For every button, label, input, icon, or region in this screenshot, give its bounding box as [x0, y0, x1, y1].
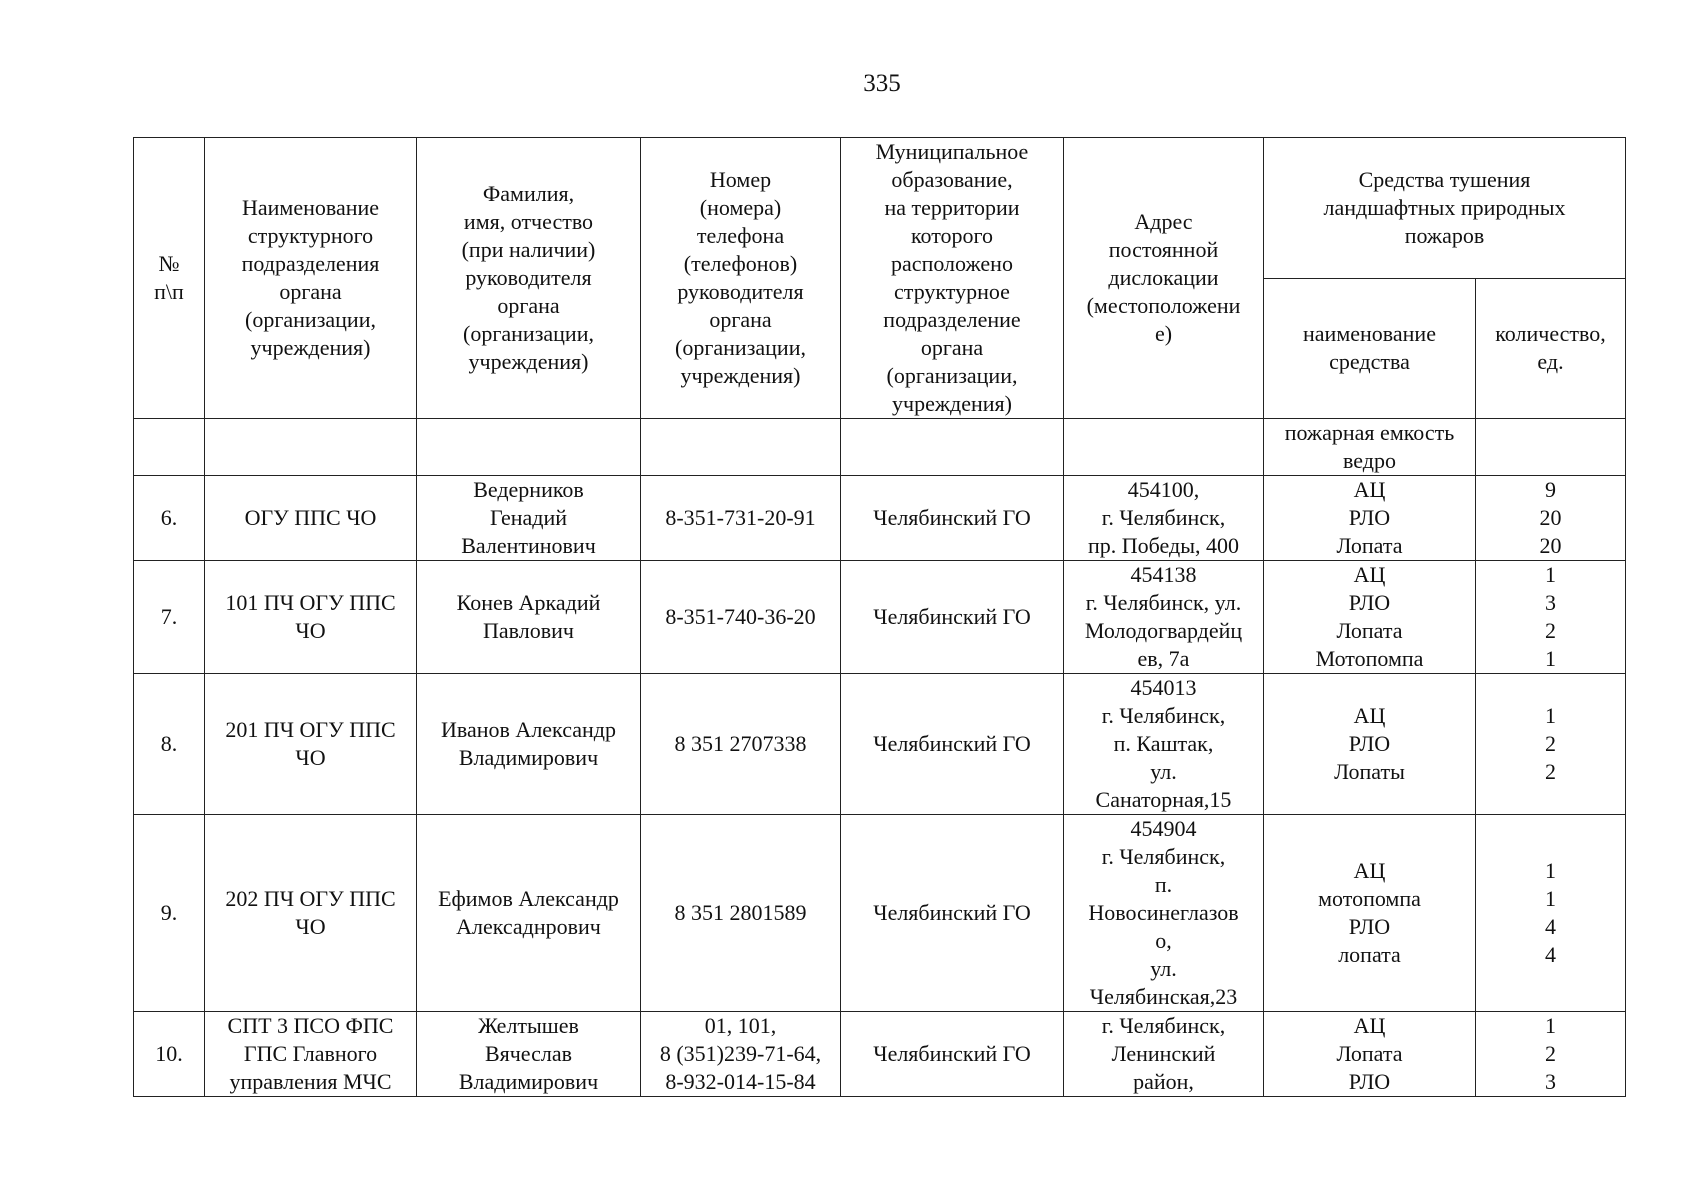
cell-address — [1064, 476, 1264, 561]
qty-line: 1 — [1545, 646, 1556, 671]
header-head: Фамилия, имя, отчество (при наличии) руководителя органа (организации, учреждения) — [417, 138, 641, 419]
address-line: 454138 — [1130, 562, 1197, 587]
cell-head — [417, 561, 641, 674]
qty-line: 2 — [1545, 618, 1556, 643]
address-line: Молодогвардейц — [1084, 618, 1243, 643]
unit-line: ЧО — [295, 618, 326, 643]
address-line: 454013 — [1130, 675, 1197, 700]
qty-line: 1 — [1545, 858, 1556, 883]
qty-line: 1 — [1545, 703, 1556, 728]
qty-line: 2 — [1545, 731, 1556, 756]
cell-municipality — [841, 419, 1064, 476]
head-line: Конев Аркадий — [456, 590, 601, 615]
cell-num: 10. — [134, 1012, 205, 1097]
address-line: 454100, — [1127, 477, 1200, 502]
cell-address — [1064, 674, 1264, 815]
phone-line: 8 (351)239-71-64, — [659, 1041, 822, 1066]
phone-line: 8-351-731-20-91 — [665, 505, 816, 530]
phone-line: 8-351-740-36-20 — [665, 604, 816, 629]
cell-address — [1064, 561, 1264, 674]
head-line: Вячеслав — [484, 1041, 573, 1066]
unit-line: 201 ПЧ ОГУ ППС — [225, 717, 396, 742]
header-phone: Номер (номера) телефона (телефонов) руководителя органа (организации, учреждения) — [641, 138, 841, 419]
means-line: РЛО — [1348, 590, 1391, 615]
cell-num: 9. — [134, 815, 205, 1012]
cell-municipality — [841, 674, 1064, 815]
head-line: Павлович — [483, 618, 574, 643]
cell-municipality — [841, 561, 1064, 674]
phone-line: 8 351 2801589 — [674, 900, 807, 925]
header-address: Адрес постоянной дислокации (местоположени е) — [1064, 138, 1264, 419]
qty-line: 3 — [1545, 1069, 1556, 1094]
head-line: Владимирович — [458, 745, 599, 770]
cell-means — [1264, 815, 1476, 1012]
phone-line: 01, 101, — [704, 1013, 777, 1038]
means-line: Лопата — [1336, 533, 1403, 558]
unit-line: ОГУ ППС ЧО — [244, 505, 377, 530]
cell-head — [417, 815, 641, 1012]
means-line: АЦ — [1353, 858, 1386, 883]
means-line: АЦ — [1353, 1013, 1386, 1038]
cell-num — [134, 419, 205, 476]
cell-qty — [1476, 1012, 1626, 1097]
qty-line: 20 — [1539, 533, 1562, 558]
address-line: Челябинская,23 — [1089, 984, 1238, 1009]
means-line: мотопомпа — [1318, 886, 1421, 911]
means-line: Лопата — [1336, 618, 1403, 643]
means-line: пожарная емкость — [1284, 420, 1455, 445]
address-line: г. Челябинск, — [1101, 505, 1226, 530]
means-line: РЛО — [1348, 505, 1391, 530]
header-row-top — [134, 138, 1626, 279]
cell-means — [1264, 674, 1476, 815]
cell-qty — [1476, 815, 1626, 1012]
qty-line: 9 — [1545, 477, 1556, 502]
means-line: АЦ — [1353, 562, 1386, 587]
address-line: п. Каштак, — [1113, 731, 1214, 756]
cell-head — [417, 674, 641, 815]
table-row-continuation — [134, 419, 1626, 476]
cell-means — [1264, 419, 1476, 476]
head-line: Ведерников — [473, 477, 584, 502]
unit-line: ГПС Главного — [243, 1041, 378, 1066]
cell-unit — [205, 815, 417, 1012]
head-line: Алексаднрович — [456, 914, 601, 939]
cell-unit — [205, 561, 417, 674]
address-line: район, — [1133, 1069, 1194, 1094]
head-line: Генадий — [489, 505, 568, 530]
table-row — [134, 815, 1626, 1012]
cell-municipality — [841, 1012, 1064, 1097]
cell-means — [1264, 476, 1476, 561]
unit-line: ЧО — [295, 745, 326, 770]
cell-num: 6. — [134, 476, 205, 561]
means-line: АЦ — [1353, 477, 1386, 502]
table-row — [134, 674, 1626, 815]
address-line: ул. — [1150, 759, 1177, 784]
cell-qty — [1476, 419, 1626, 476]
head-line: Иванов Александр — [441, 717, 616, 742]
cell-unit — [205, 419, 417, 476]
means-line: лопата — [1338, 942, 1401, 967]
header-means-name: наименование средства — [1264, 278, 1476, 419]
qty-line: 2 — [1545, 759, 1556, 784]
table-row — [134, 561, 1626, 674]
cell-head — [417, 419, 641, 476]
means-line: ведро — [1343, 448, 1396, 473]
address-line: г. Челябинск, — [1101, 703, 1226, 728]
header-num: № п\п — [134, 138, 205, 419]
cell-unit — [205, 674, 417, 815]
unit-line: ЧО — [295, 914, 326, 939]
cell-num: 8. — [134, 674, 205, 815]
table-row — [134, 476, 1626, 561]
address-line: г. Челябинск, ул. — [1085, 590, 1242, 615]
cell-address — [1064, 815, 1264, 1012]
qty-line: 1 — [1545, 562, 1556, 587]
header-unit: Наименование структурного подразделения органа (организации, учреждения) — [205, 138, 417, 419]
means-line: Лопаты — [1334, 759, 1405, 784]
unit-line: 202 ПЧ ОГУ ППС — [225, 886, 396, 911]
unit-line: управления МЧС — [229, 1069, 392, 1094]
qty-line: 1 — [1545, 886, 1556, 911]
cell-phone — [641, 419, 841, 476]
header-municipality: Муниципальное образование, на территории которого расположено структурное подразделение органа (организации, учреждения) — [841, 138, 1064, 419]
municipality-line: Челябинский ГО — [873, 1041, 1031, 1066]
qty-line: 3 — [1545, 590, 1556, 615]
qty-line: 20 — [1539, 505, 1562, 530]
cell-qty — [1476, 674, 1626, 815]
cell-unit — [205, 476, 417, 561]
means-line: РЛО — [1348, 914, 1391, 939]
qty-line: 1 — [1545, 1013, 1556, 1038]
municipality-line: Челябинский ГО — [873, 505, 1031, 530]
head-line: Ефимов Александр — [438, 886, 619, 911]
fire-units-table — [133, 137, 1626, 1097]
cell-head — [417, 1012, 641, 1097]
means-line: РЛО — [1348, 731, 1391, 756]
municipality-line: Челябинский ГО — [873, 900, 1031, 925]
unit-line: СПТ 3 ПСО ФПС — [227, 1013, 394, 1038]
address-line: ев, 7а — [1137, 646, 1190, 671]
address-line: пр. Победы, 400 — [1087, 533, 1239, 558]
cell-num: 7. — [134, 561, 205, 674]
address-line: Санаторная,15 — [1095, 787, 1232, 812]
address-line: Новосинеглазов — [1088, 900, 1239, 925]
municipality-line: Челябинский ГО — [873, 604, 1031, 629]
cell-address — [1064, 419, 1264, 476]
head-line: Валентинович — [461, 533, 596, 558]
phone-line: 8 351 2707338 — [674, 731, 807, 756]
address-line: Ленинский — [1111, 1041, 1216, 1066]
address-line: г. Челябинск, — [1101, 1013, 1226, 1038]
cell-phone — [641, 674, 841, 815]
cell-municipality — [841, 476, 1064, 561]
head-line: Желтышев — [478, 1013, 579, 1038]
cell-head — [417, 476, 641, 561]
table-header — [134, 138, 1626, 419]
qty-line: 2 — [1545, 1041, 1556, 1066]
address-line: г. Челябинск, — [1101, 844, 1226, 869]
unit-line: 101 ПЧ ОГУ ППС — [225, 590, 396, 615]
address-line: 454904 — [1130, 816, 1197, 841]
address-line: ул. — [1150, 956, 1177, 981]
qty-line: 4 — [1545, 942, 1556, 967]
phone-line: 8-932-014-15-84 — [665, 1069, 816, 1094]
page-number: 335 — [863, 70, 901, 97]
table-row — [134, 1012, 1626, 1097]
means-line: АЦ — [1353, 703, 1386, 728]
header-means-group: Средства тушения ландшафтных природных пожаров — [1264, 138, 1626, 279]
cell-unit — [205, 1012, 417, 1097]
cell-municipality — [841, 815, 1064, 1012]
cell-phone — [641, 1012, 841, 1097]
address-line: п. — [1154, 872, 1173, 897]
address-line: о, — [1155, 928, 1172, 953]
qty-line: 4 — [1545, 914, 1556, 939]
cell-qty — [1476, 561, 1626, 674]
cell-qty — [1476, 476, 1626, 561]
cell-phone — [641, 561, 841, 674]
municipality-line: Челябинский ГО — [873, 731, 1031, 756]
means-line: Лопата — [1336, 1041, 1403, 1066]
cell-address — [1064, 1012, 1264, 1097]
table-body — [134, 419, 1626, 1097]
cell-phone — [641, 815, 841, 1012]
means-line: РЛО — [1348, 1069, 1391, 1094]
cell-means — [1264, 561, 1476, 674]
cell-phone — [641, 476, 841, 561]
cell-means — [1264, 1012, 1476, 1097]
header-means-qty: количество, ед. — [1476, 278, 1626, 419]
head-line: Владимирович — [458, 1069, 599, 1094]
means-line: Мотопомпа — [1315, 646, 1424, 671]
